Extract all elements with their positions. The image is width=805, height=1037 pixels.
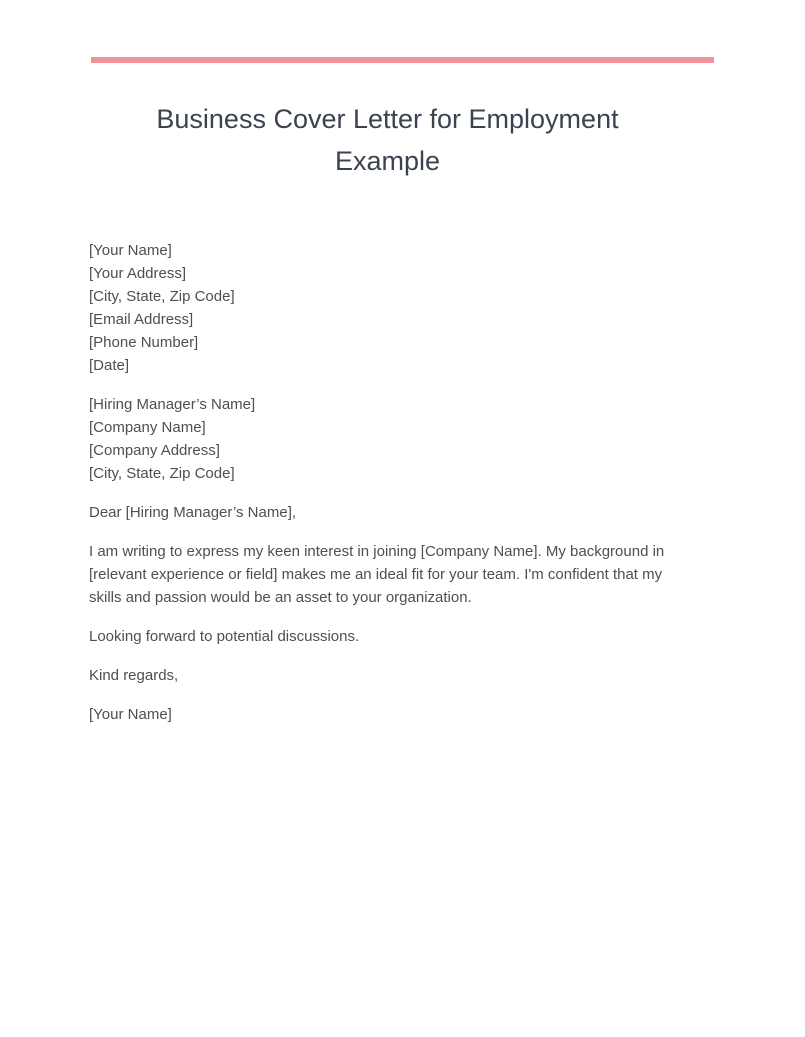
recipient-address: [Company Address] [89,442,220,459]
document-title [89,98,686,182]
sender-email: [Email Address] [89,311,194,328]
recipient-city-state-zip: [City, State, Zip Code] [89,465,235,482]
letter-body [89,239,686,726]
recipient-name: [Hiring Manager’s Name] [89,396,256,413]
closing-line: Looking forward to potential discussions. [89,628,360,645]
salutation: Dear [Hiring Manager’s Name], [89,504,297,521]
sender-block [89,239,686,377]
content-column [89,98,686,726]
sender-city-state-zip: [City, State, Zip Code] [89,288,235,305]
document-title-line1: Business Cover Letter for Employment [156,104,619,134]
sender-phone: [Phone Number] [89,334,199,351]
document-title-line2: Example [334,146,441,176]
recipient-company: [Company Name] [89,419,206,436]
accent-bar [91,57,714,63]
sender-address: [Your Address] [89,265,187,282]
letter-date: [Date] [89,357,130,374]
intro-paragraph: I am writing to express my keen interest in joining [Company Name]. My background in [relevant experience or field] makes me an ideal fit for your team. I'm confident that my skills and passion would be an asset to your organization. [89,543,665,606]
sign-off: Kind regards, [89,667,179,684]
signature: [Your Name] [89,706,172,723]
recipient-block [89,393,686,485]
sender-name: [Your Name] [89,242,172,259]
